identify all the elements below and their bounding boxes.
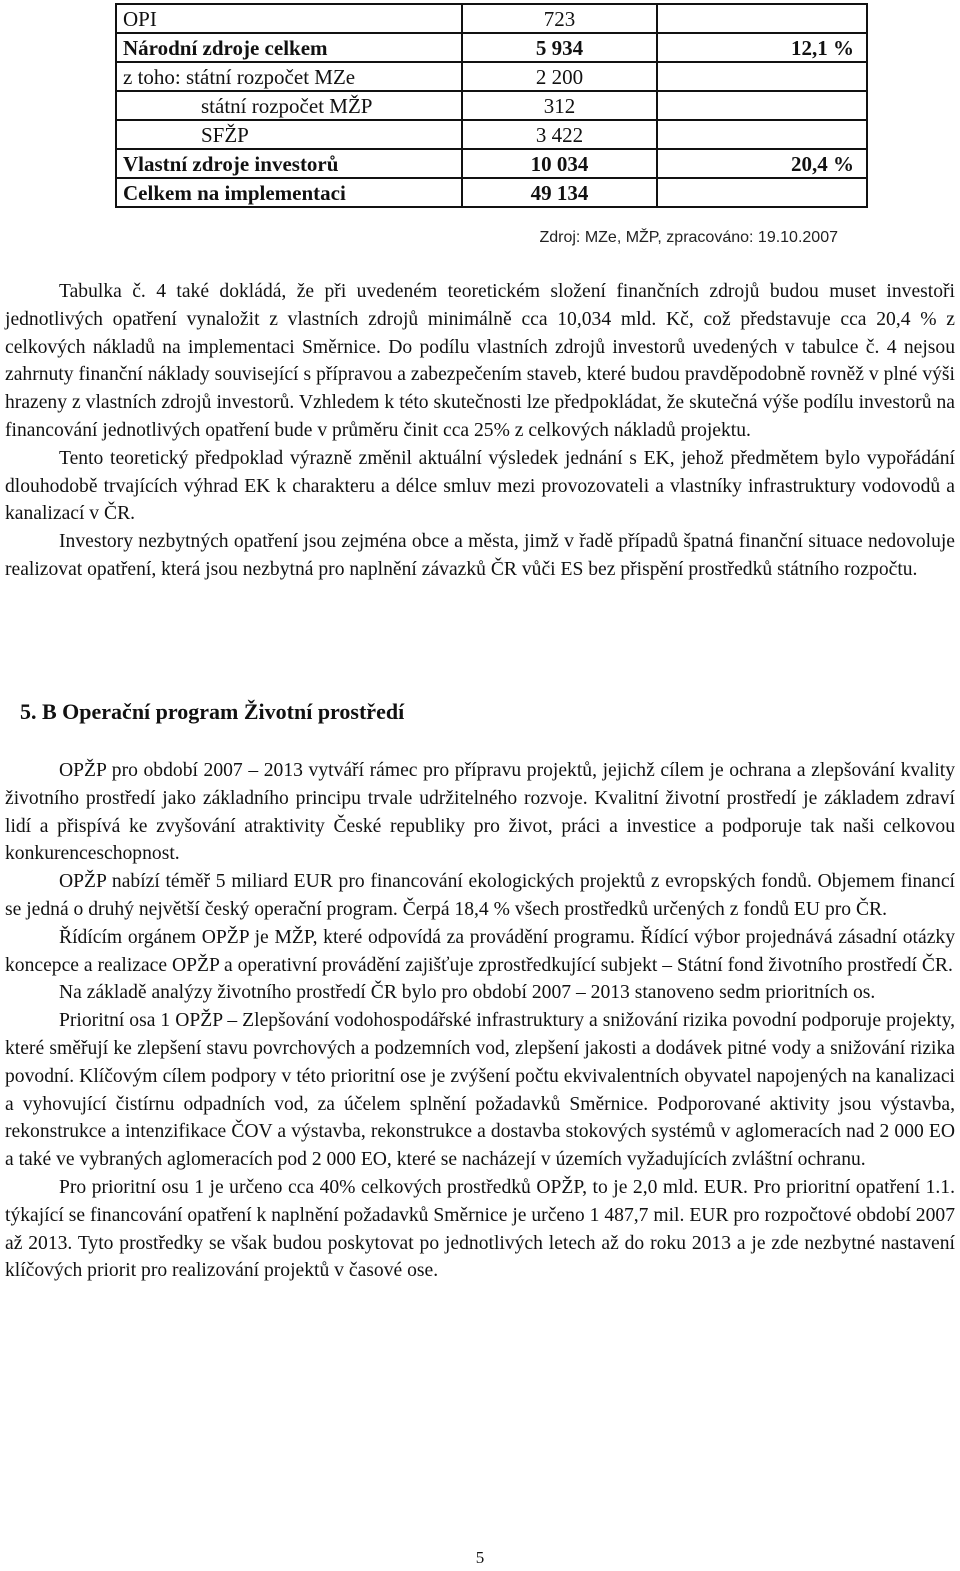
paragraph: OPŽP pro období 2007 – 2013 vytváří rámec pro přípravu projektů, jejichž cílem je ochrana a zlepšování kvality životního prostředí jako základního principu trvale udržitelného rozvoje. Kvalitní životní prostředí je základem zdraví lidí a přispívá ke zvyšování atraktivity České republiky pro život, práci a investice a podporuje tak naši celkovou konkurenceschopnost. xyxy=(5,760,955,865)
row-share-cell xyxy=(657,178,867,207)
text-block-after-section xyxy=(5,757,955,1285)
row-amount-cell: 723 xyxy=(462,4,657,33)
paragraph: Na základě analýzy životního prostředí ČR bylo pro období 2007 – 2013 stanoveno sedm prioritních os. xyxy=(59,982,876,1004)
row-amount-cell: 49 134 xyxy=(462,178,657,207)
table-row xyxy=(116,149,867,178)
table-row xyxy=(116,91,867,120)
section-heading: 5. B Operační program Životní prostředí xyxy=(20,699,405,724)
table-row xyxy=(116,120,867,149)
paragraph: Řídícím orgánem OPŽP je MŽP, které odpovídá za provádění programu. Řídící výbor projednává zásadní otázky koncepce a realizace OPŽP a operativní provádění zajišťuje zprostředkující subjekt – Státní fond životního prostředí ČR. xyxy=(5,926,955,976)
paragraph: Tabulka č. 4 také dokládá, že při uvedeném teoretickém složení finančních zdrojů budou muset investoři jednotlivých opatření vynaložit z vlastních zdrojů minimálně cca 10,034 mld. Kč, což představuje cca 20,4 % z celkových nákladů na implementaci Směrnice. Do podílu vlastních zdrojů investorů uvedených v tabulce č. 4 nejsou zahrnuty finanční náklady související s přípravou a zabezpečením staveb, které budou pravděpodobně rovněž v plné výši hrazeny z vlastních zdrojů investorů. Vzhledem k této skutečnosti lze předpokládat, že skutečná výše podílu investorů na financování jednotlivých opatření bude v průměru činit cca 25% z celkových nákladů projektu. xyxy=(5,281,955,441)
row-label-cell: státní rozpočet MŽP xyxy=(116,91,462,120)
funding-table-body xyxy=(116,4,867,207)
table-source-note: Zdroj: MZe, MŽP, zpracováno: 19.10.2007 xyxy=(539,229,838,246)
row-label-cell: z toho: státní rozpočet MZe xyxy=(116,62,462,91)
row-amount-cell: 3 422 xyxy=(462,120,657,149)
paragraph: Pro prioritní osu 1 je určeno cca 40% celkových prostředků OPŽP, to je 2,0 mld. EUR. Pro prioritní opatření 1.1. týkající se financování opatření k naplnění požadavků Směrnice je určeno 1 487,7 mil. EUR pro rozpočtové období 2007 až 2013. Tyto prostředky se však budou poskytovat po jednotlivých letech až do roku 2013 a je zde nezbytné nastavení klíčových priorit pro realizování projektů v časové ose. xyxy=(5,1176,955,1282)
row-share-cell xyxy=(657,62,867,91)
row-amount-cell: 312 xyxy=(462,91,657,120)
row-amount-cell: 2 200 xyxy=(462,62,657,91)
row-share-cell: 12,1 % xyxy=(657,33,867,62)
table-row xyxy=(116,62,867,91)
row-share-cell xyxy=(657,91,867,120)
paragraph: Investory nezbytných opatření jsou zejména obce a města, jimž v řadě případů špatná finanční situace nedovoluje realizovat opatření, která jsou nezbytná pro naplnění závazků ČR vůči ES bez přispění prostředků státního rozpočtu. xyxy=(5,531,955,580)
row-label-cell: Národní zdroje celkem xyxy=(116,33,462,62)
row-label-cell: OPI xyxy=(116,4,462,33)
row-share-cell: 20,4 % xyxy=(657,149,867,178)
row-share-cell xyxy=(657,120,867,149)
paragraph: OPŽP nabízí téměř 5 miliard EUR pro financování ekologických projektů z evropských fondů. Objemem financí se jedná o druhý největší český operační program. Čerpá 18,4 % všech prostředků určených z fondů EU pro ČR. xyxy=(5,871,955,920)
text-block-before-section xyxy=(5,278,955,584)
row-share-cell xyxy=(657,4,867,33)
table-row xyxy=(116,4,867,33)
row-amount-cell: 5 934 xyxy=(462,33,657,62)
table-row xyxy=(116,178,867,207)
funding-sources-table xyxy=(115,3,868,208)
row-label-cell: Celkem na implementaci xyxy=(116,178,462,207)
table-row xyxy=(116,33,867,62)
paragraph: Tento teoretický předpoklad výrazně změnil aktuální výsledek jednání s EK, jehož předmětem bylo vypořádání dlouhodobě trvajících výhrad EK k charakteru a délce smluv mezi provozovateli a vlastníky infrastruktury vodovodů a kanalizací v ČR. xyxy=(5,447,955,525)
page-number: 5 xyxy=(475,1548,485,1567)
row-label-cell: Vlastní zdroje investorů xyxy=(116,149,462,178)
row-label-cell: SFŽP xyxy=(116,120,462,149)
row-amount-cell: 10 034 xyxy=(462,149,657,178)
funding-table-container xyxy=(115,3,854,208)
paragraph: Prioritní osa 1 OPŽP – Zlepšování vodohospodářské infrastruktury a snižování rizika povodní podporuje projekty, které směřují ke zlepšení stavu povrchových a podzemních vod, zlepšení jakosti a dodávek pitné vody a snižování rizika povodní. Klíčovým cílem podpory v této prioritní ose je zvýšení počtu ekvivalentních obyvatel napojených na kanalizaci a vyhovující čistírnu odpadních vod, za účelem splnění požadavků Směrnice. Podporované aktivity jsou výstavba, rekonstrukce a intenzifikace ČOV a výstavba, rekonstrukce a dostavba stokových systémů v aglomeracích nad 2 000 EO a také ve vybraných aglomeracích pod 2 000 EO, které se nacházejí v územích vyžadujících zvláštní ochranu. xyxy=(5,1010,955,1171)
